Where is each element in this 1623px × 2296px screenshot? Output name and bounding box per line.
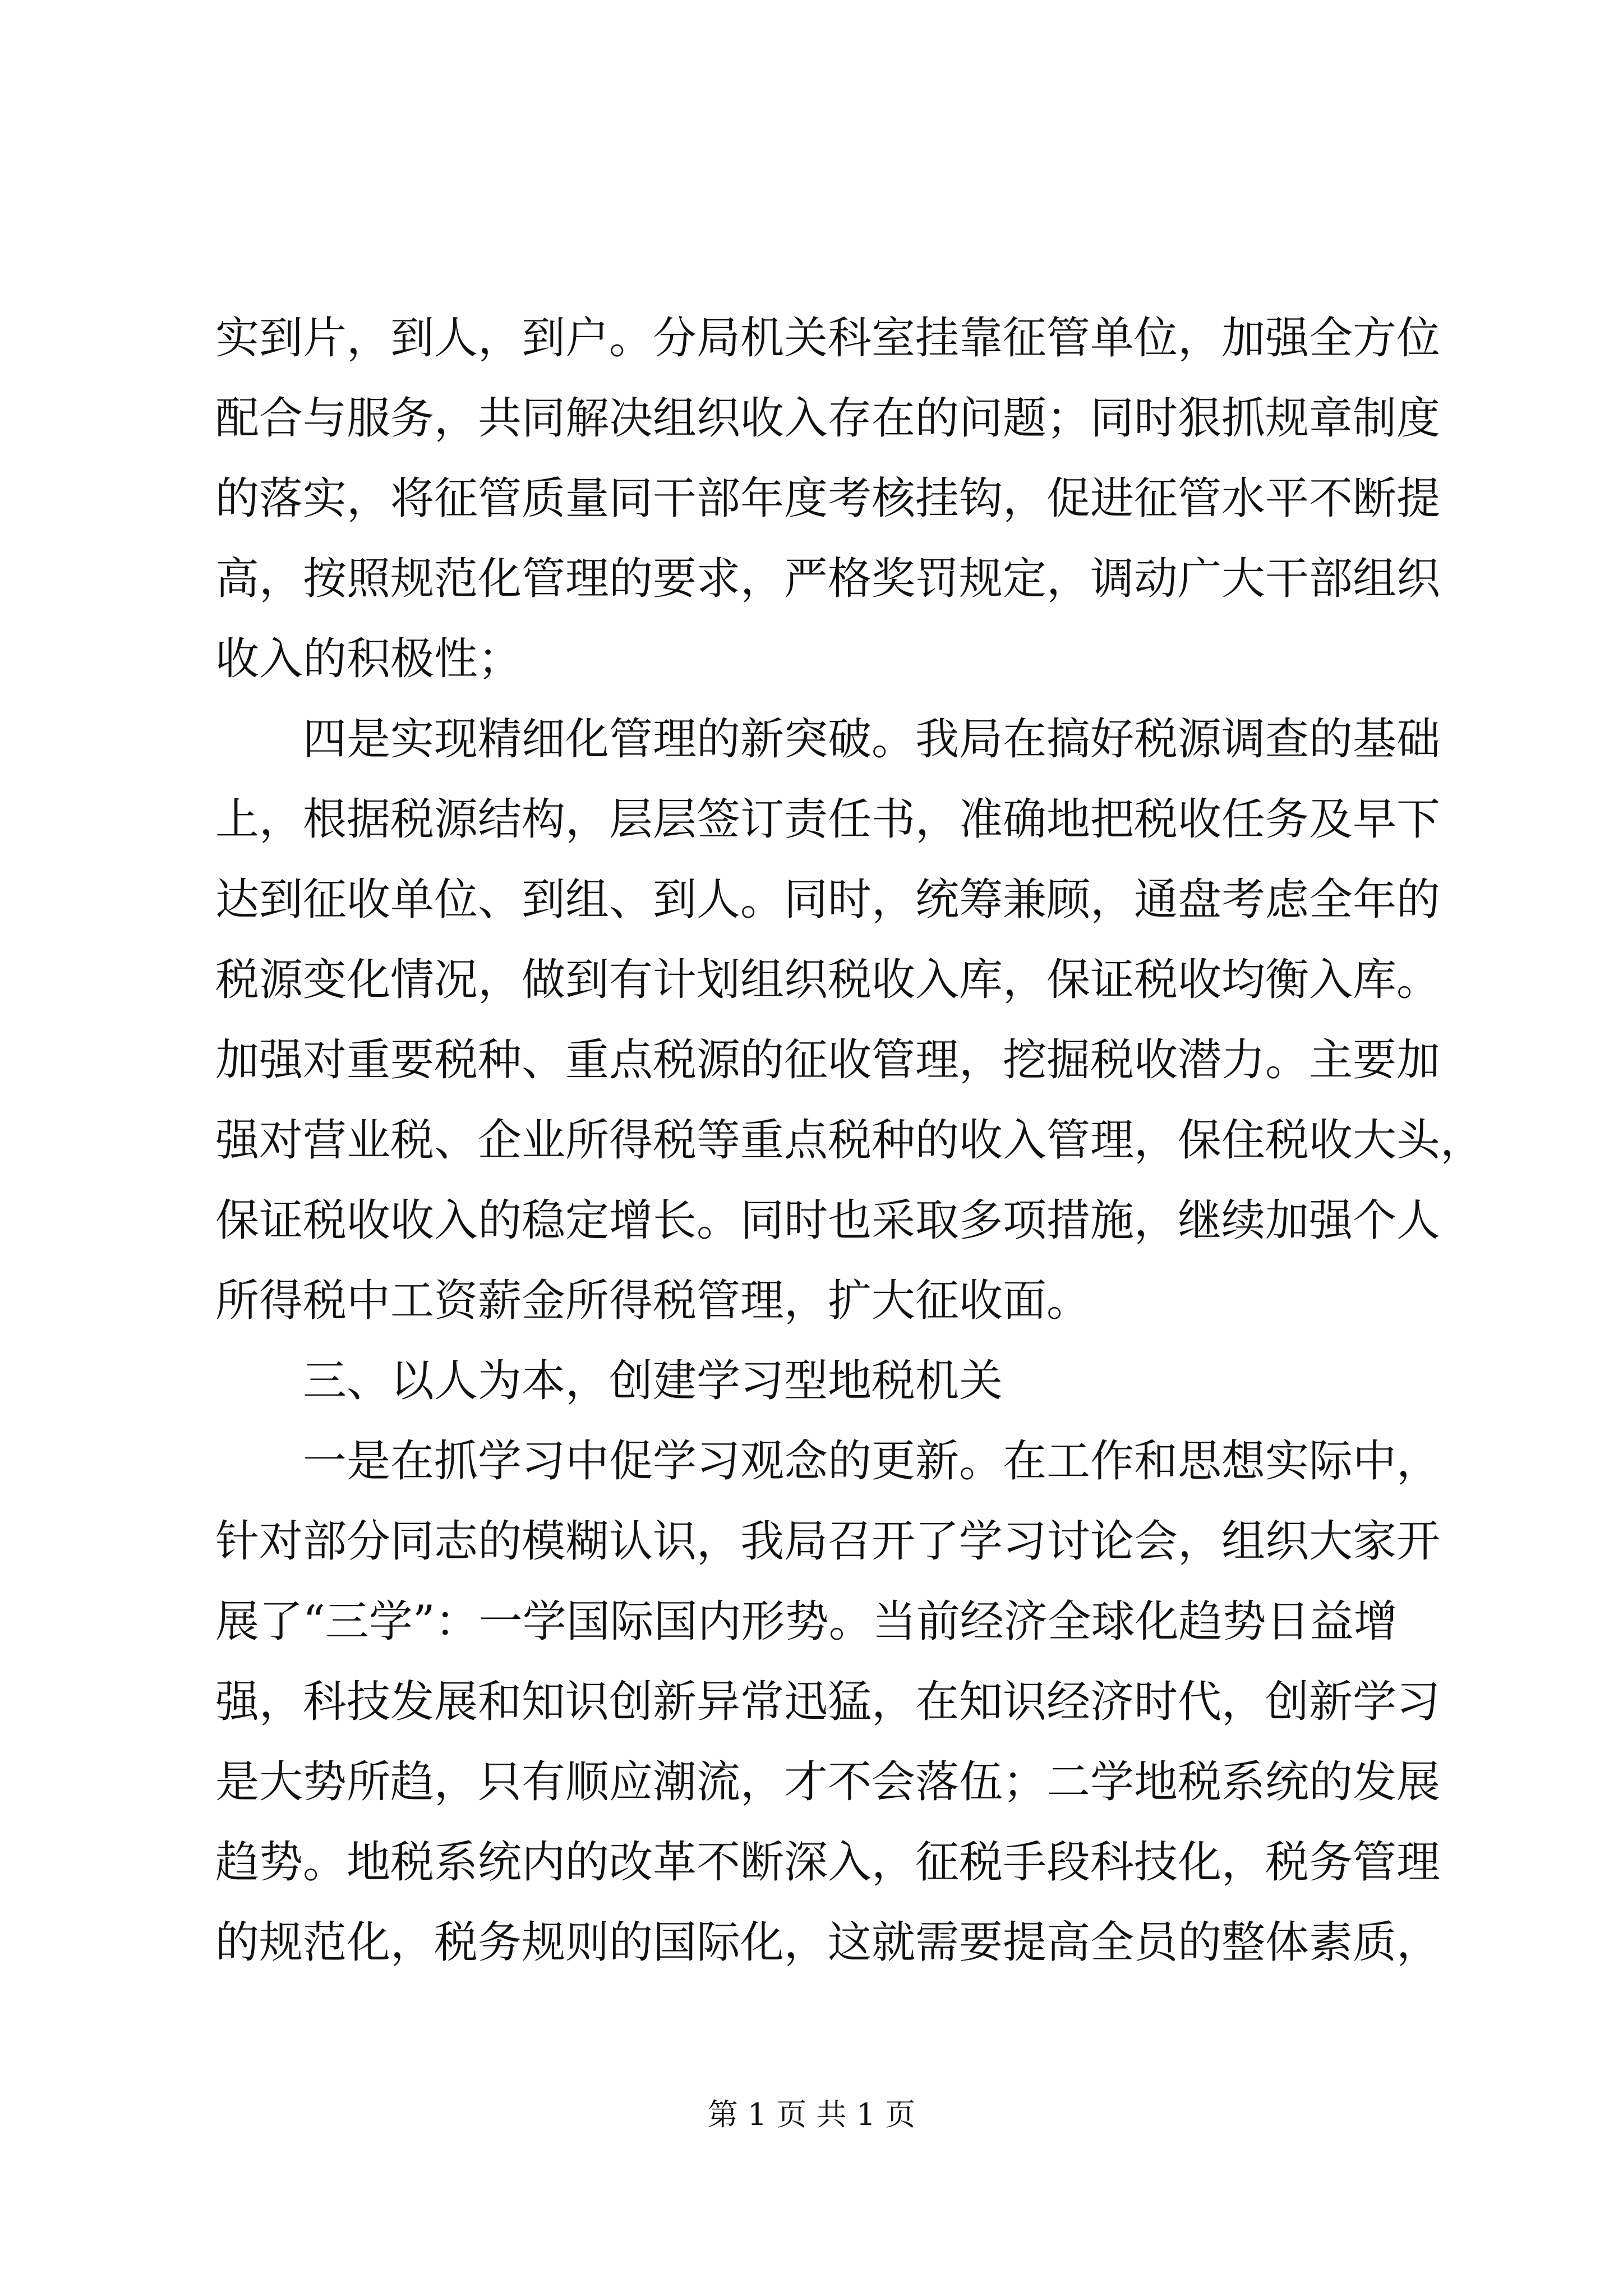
- text-line: 实到片，到人，到户。分局机关科室挂靠征管单位，加强全方位: [215, 313, 1441, 364]
- text-line: 的落实，将征管质量同干部年度考核挂钩，促进征管水平不断提: [215, 473, 1441, 524]
- text-line: 展了“三学”：一学国际国内形势。当前经济全球化趋势日益增: [215, 1596, 1398, 1647]
- text-line: 税源变化情况，做到有计划组织税收入库，保证税收均衡入库。: [215, 955, 1441, 1005]
- text-line: 达到征收单位、到组、到人。同时，统筹兼顾，通盘考虑全年的: [215, 875, 1441, 925]
- text-line: 上，根据税源结构，层层签订责任书，准确地把税收任务及早下: [215, 794, 1441, 845]
- text-line: 高，按照规范化管理的要求，严格奖罚规定，调动广大干部组织: [215, 554, 1441, 604]
- page-footer: 第 1 页 共 1 页: [707, 2097, 916, 2132]
- section-heading: 三、以人为本，创建学习型地税机关: [303, 1356, 1003, 1406]
- text-line: 加强对重要税种、重点税源的征收管理，挖掘税收潜力。主要加: [215, 1035, 1441, 1085]
- text-line: 趋势。地税系统内的改革不断深入，征税手段科技化，税务管理: [215, 1837, 1441, 1888]
- text-line: 保证税收收入的稳定增长。同时也采取多项措施，继续加强个人: [215, 1195, 1441, 1246]
- text-line: 强，科技发展和知识创新异常迅猛，在知识经济时代，创新学习: [215, 1677, 1441, 1727]
- text-line: 强对营业税、企业所得税等重点税种的收入管理，保住税收大头，: [215, 1115, 1484, 1166]
- text-line: 收入的积极性；: [215, 634, 522, 684]
- text-line: 所得税中工资薪金所得税管理，扩大征收面。: [215, 1276, 1091, 1326]
- text-line: 四是实现精细化管理的新突破。我局在搞好税源调查的基础: [303, 714, 1441, 765]
- text-line: 是大势所趋，只有顺应潮流，才不会落伍；二学地税系统的发展: [215, 1757, 1441, 1807]
- text-line: 配合与服务，共同解决组织收入存在的问题；同时狠抓规章制度: [215, 393, 1441, 444]
- text-line: 针对部分同志的模糊认识，我局召开了学习讨论会，组织大家开: [215, 1516, 1441, 1567]
- text-line: 的规范化，税务规则的国际化，这就需要提高全员的整体素质，: [215, 1917, 1441, 1968]
- text-line: 一是在抓学习中促学习观念的更新。在工作和思想实际中，: [303, 1436, 1441, 1487]
